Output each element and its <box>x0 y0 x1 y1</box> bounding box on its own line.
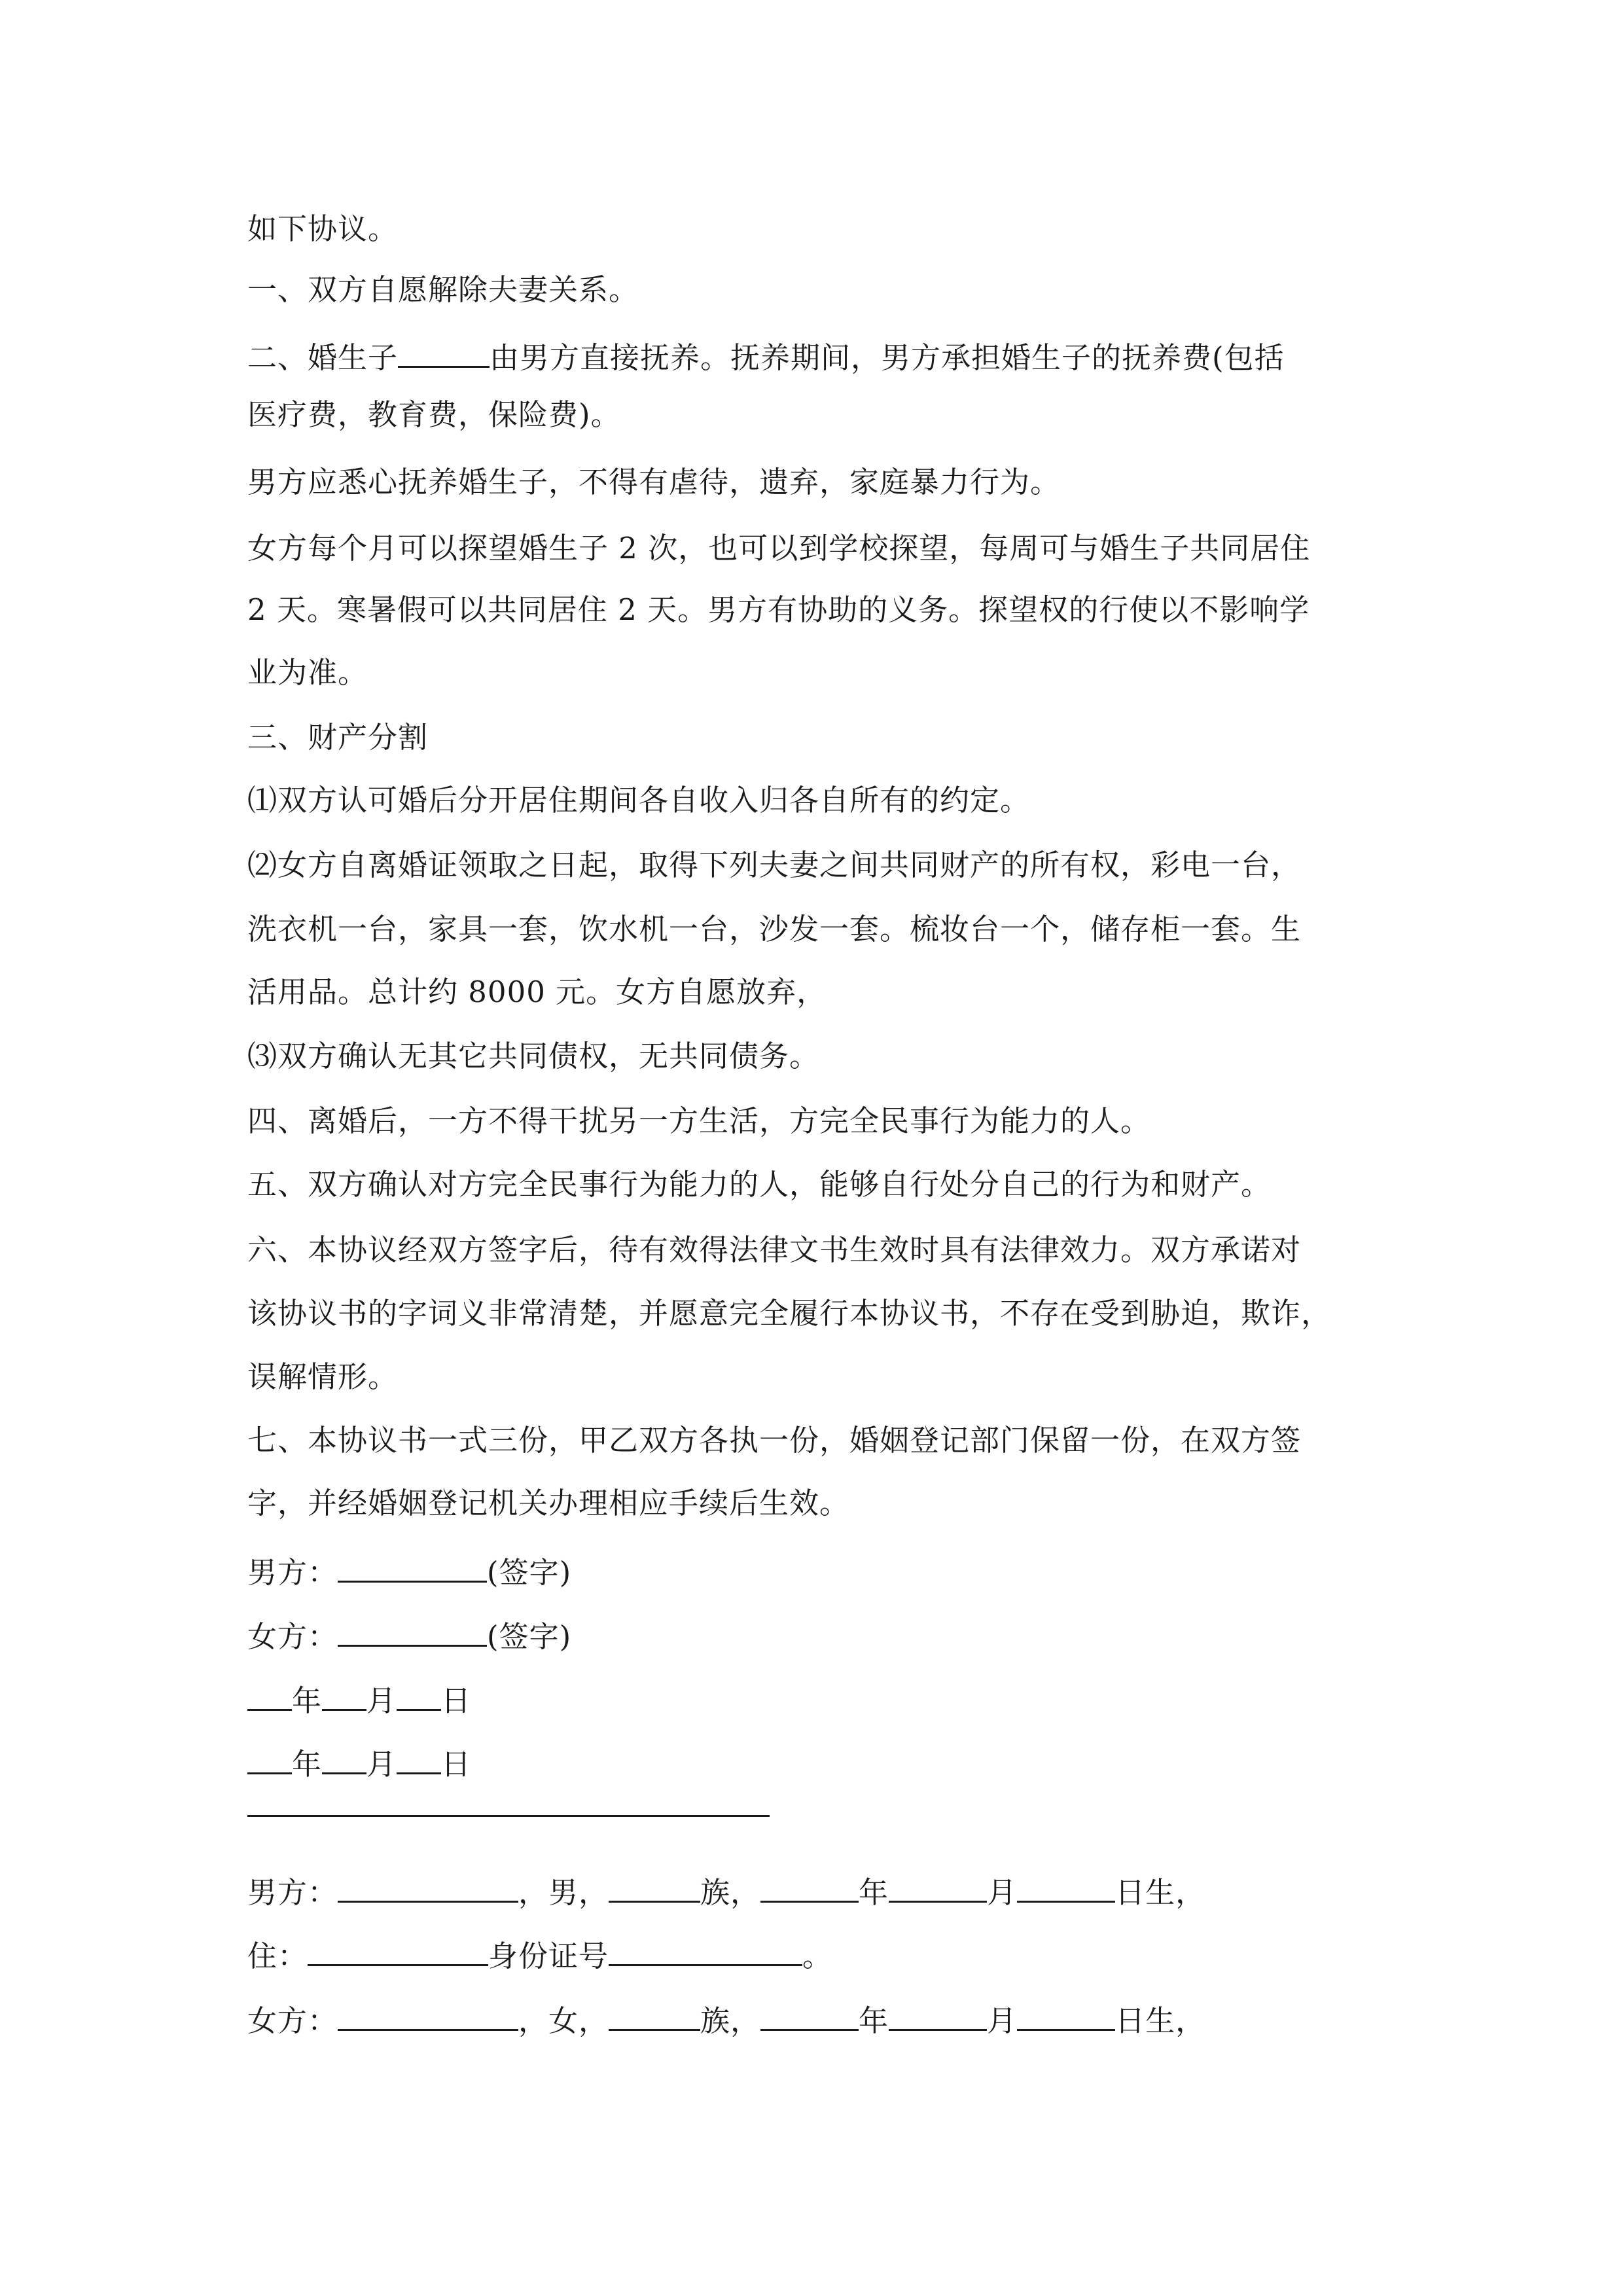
visit-line-1: 女方每个月可以探望婚生子 2 次，也可以到学校探望，每周可与婚生子共同居住 <box>247 531 1311 565</box>
year-label: 年 <box>292 1747 323 1782</box>
male-signature-note: (签字) <box>487 1555 572 1590</box>
month-label: 月 <box>366 1683 397 1718</box>
clause-3-heading: 三、财产分割 <box>247 720 429 755</box>
date-line-1 <box>247 1677 471 1717</box>
female-name-blank[interactable] <box>338 1998 518 2031</box>
year-label: 年 <box>859 2003 889 2038</box>
male-birth-day-blank[interactable] <box>1017 1869 1115 1903</box>
clause-2-line-2: 医疗费，教育费，保险费)。 <box>247 397 621 432</box>
male-ethnic-blank[interactable] <box>609 1869 700 1903</box>
clause-4: 四、离婚后，一方不得干扰另一方生活，方完全民事行为能力的人。 <box>247 1103 1151 1138</box>
clause-5: 五、双方确认对方完全民事行为能力的人，能够自行处分自己的行为和财产。 <box>247 1167 1272 1202</box>
property-item-2-line-3: 活用品。总计约 8000 元。女方自愿放弃， <box>247 975 827 1009</box>
male-signature-label: 男方： <box>247 1555 338 1590</box>
property-item-1: ⑴双方认可婚后分开居住期间各自收入归各自所有的约定。 <box>247 783 1031 817</box>
ethnic-label: 族， <box>700 1875 761 1910</box>
father-duty: 男方应悉心抚养婚生子，不得有虐待，遗弃，家庭暴力行为。 <box>247 465 1061 499</box>
clause-2-prefix: 二、婚生子 <box>247 340 399 375</box>
address-id-line <box>247 1933 832 1972</box>
id-number-blank[interactable] <box>609 1933 802 1966</box>
female-info-label: 女方： <box>247 2003 338 2038</box>
female-signature-note: (签字) <box>487 1619 572 1654</box>
male-info-line <box>247 1869 1205 1909</box>
section-divider <box>247 1815 770 1817</box>
month-label: 月 <box>987 2003 1018 2038</box>
female-signature-blank[interactable] <box>338 1613 487 1647</box>
female-birth-day-blank[interactable] <box>1017 1998 1115 2031</box>
month-blank[interactable] <box>322 1677 366 1711</box>
female-sex-text: ，女， <box>518 2003 609 2038</box>
clause-6-line-1: 六、本协议经双方签字后，待有效得法律文书生效时具有法律效力。双方承诺对 <box>247 1232 1302 1267</box>
id-number-label: 身份证号 <box>488 1939 609 1973</box>
clause-6-line-3: 误解情形。 <box>247 1359 399 1394</box>
year-blank[interactable] <box>247 1677 292 1711</box>
month-label: 月 <box>366 1747 397 1782</box>
male-sex-text: ，男， <box>518 1875 609 1910</box>
visit-line-3: 业为准。 <box>247 655 368 690</box>
year-label: 年 <box>859 1875 889 1910</box>
property-item-3: ⑶双方确认无其它共同债权，无共同债务。 <box>247 1039 820 1073</box>
month-label: 月 <box>987 1875 1018 1910</box>
ethnic-label: 族， <box>700 2003 761 2038</box>
visit-line-2: 2 天。寒暑假可以共同居住 2 天。男方有协助的义务。探望权的行使以不影响学 <box>247 592 1310 627</box>
clause-7-line-2: 字，并经婚姻登记机关办理相应手续后生效。 <box>247 1486 850 1520</box>
property-item-2-line-2: 洗衣机一台，家具一套，饮水机一台，沙发一套。梳妆台一个，储存柜一套。生 <box>247 912 1302 946</box>
intro-line: 如下协议。 <box>247 211 399 246</box>
male-info-label: 男方： <box>247 1875 338 1910</box>
male-birth-month-blank[interactable] <box>889 1869 987 1903</box>
date-line-2 <box>247 1741 471 1780</box>
month-blank[interactable] <box>322 1741 366 1774</box>
female-signature-line <box>247 1613 571 1653</box>
day-label: 日 <box>441 1747 472 1782</box>
male-birth-year-blank[interactable] <box>760 1869 859 1903</box>
clause-2-suffix: 由男方直接抚养。抚养期间，男方承担婚生子的抚养费(包括 <box>490 340 1285 375</box>
born-label: 日生， <box>1115 2003 1206 2038</box>
female-birth-month-blank[interactable] <box>889 1998 987 2031</box>
male-signature-blank[interactable] <box>338 1549 487 1583</box>
female-ethnic-blank[interactable] <box>609 1998 700 2031</box>
period-mark: 。 <box>802 1939 833 1973</box>
day-blank[interactable] <box>397 1741 441 1774</box>
child-name-blank[interactable] <box>398 334 490 368</box>
female-signature-label: 女方： <box>247 1619 338 1654</box>
clause-7-line-1: 七、本协议书一式三份，甲乙双方各执一份，婚姻登记部门保留一份，在双方签 <box>247 1423 1302 1458</box>
born-label: 日生， <box>1115 1875 1206 1910</box>
day-label: 日 <box>441 1683 472 1718</box>
male-name-blank[interactable] <box>338 1869 518 1903</box>
property-item-2-line-1: ⑵女方自离婚证领取之日起，取得下列夫妻之间共同财产的所有权，彩电一台， <box>247 848 1302 882</box>
female-info-line <box>247 1998 1205 2037</box>
address-blank[interactable] <box>308 1933 488 1966</box>
clause-6-line-2: 该协议书的字词义非常清楚，并愿意完全履行本协议书，不存在受到胁迫，欺诈， <box>247 1296 1332 1331</box>
clause-1: 一、双方自愿解除夫妻关系。 <box>247 272 639 307</box>
day-blank[interactable] <box>397 1677 441 1711</box>
clause-2-line-1 <box>247 334 1285 374</box>
year-label: 年 <box>292 1683 323 1718</box>
male-signature-line <box>247 1549 571 1588</box>
address-label: 住： <box>247 1939 308 1973</box>
female-birth-year-blank[interactable] <box>760 1998 859 2031</box>
year-blank[interactable] <box>247 1741 292 1774</box>
